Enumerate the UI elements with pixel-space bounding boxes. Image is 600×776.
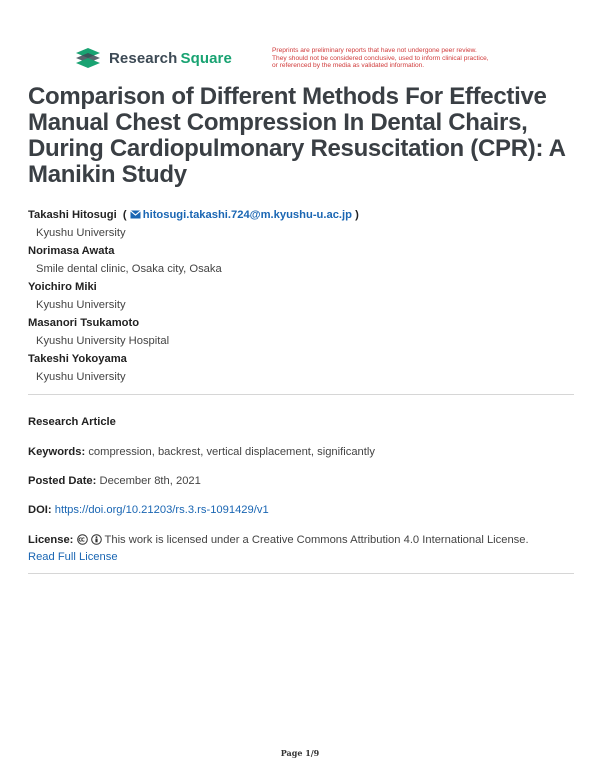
author-email-link[interactable]: hitosugi.takashi.724@m.kyushu-u.ac.jp [142,209,352,221]
author-item [28,242,576,278]
keywords-row [28,444,576,460]
header [74,47,534,77]
author-affiliation: Kyushu University Hospital [36,335,170,347]
posted-date-value: December 8th, 2021 [99,475,201,487]
author-name: Takeshi Yokoyama [28,353,127,365]
creative-commons-icon [77,534,88,545]
logo-text: Research Square [109,49,232,67]
doi-label: DOI: [28,504,52,516]
attribution-icon [91,534,102,545]
author-affiliation: Kyushu University [36,299,126,311]
article-type [28,414,576,430]
author-item [28,314,576,350]
email-close-paren: ) [355,209,359,221]
paper-title: Comparison of Different Methods For Effective Manual Chest Compression In Dental Chairs, During Cardiopulmonary Resuscitation (CPR): A Manikin Study [28,83,565,188]
preprint-notice-line: Preprints are preliminary reports that have not undergone peer review. [272,47,477,54]
read-full-license-link[interactable]: Read Full License [28,551,118,563]
email-open-paren: ( [122,209,127,221]
license-label: License: [28,534,74,546]
author-affiliation: Kyushu University [36,227,126,239]
doi-row [28,502,576,518]
author-item [28,206,576,242]
author-list [28,206,576,386]
article-type-label: Research Article [28,416,116,428]
author-name: Norimasa Awata [28,245,115,257]
license-text: This work is licensed under a Creative Commons Attribution 4.0 International License. [104,534,529,546]
research-square-logo[interactable] [74,47,232,69]
license-link-row [28,549,576,565]
author-affiliation: Kyushu University [36,371,126,383]
posted-date-row [28,473,576,489]
page-number: Page 1/9 [280,748,320,758]
mail-icon [130,210,141,219]
author-item [28,350,576,386]
author-name: Masanori Tsukamoto [28,317,140,329]
posted-date-label: Posted Date: [28,475,97,487]
author-name: Takashi Hitosugi [28,209,117,221]
divider [28,394,574,395]
keywords-label: Keywords: [28,446,86,458]
license-row [28,532,576,548]
preprint-notice [272,47,542,70]
preprint-notice-line: or referenced by the media as validated information. [272,62,425,70]
author-name: Yoichiro Miki [28,281,97,293]
keywords-value: compression, backrest, vertical displacement, significantly [88,446,375,458]
research-square-logo-icon [74,47,102,69]
preprint-notice-line: They should not be considered conclusive, used to inform clinical practice, [272,54,489,62]
author-affiliation: Smile dental clinic, Osaka city, Osaka [36,263,222,275]
divider [28,573,574,574]
doi-link[interactable]: https://doi.org/10.21203/rs.3.rs-1091429/v1 [54,504,269,516]
author-item [28,278,576,314]
